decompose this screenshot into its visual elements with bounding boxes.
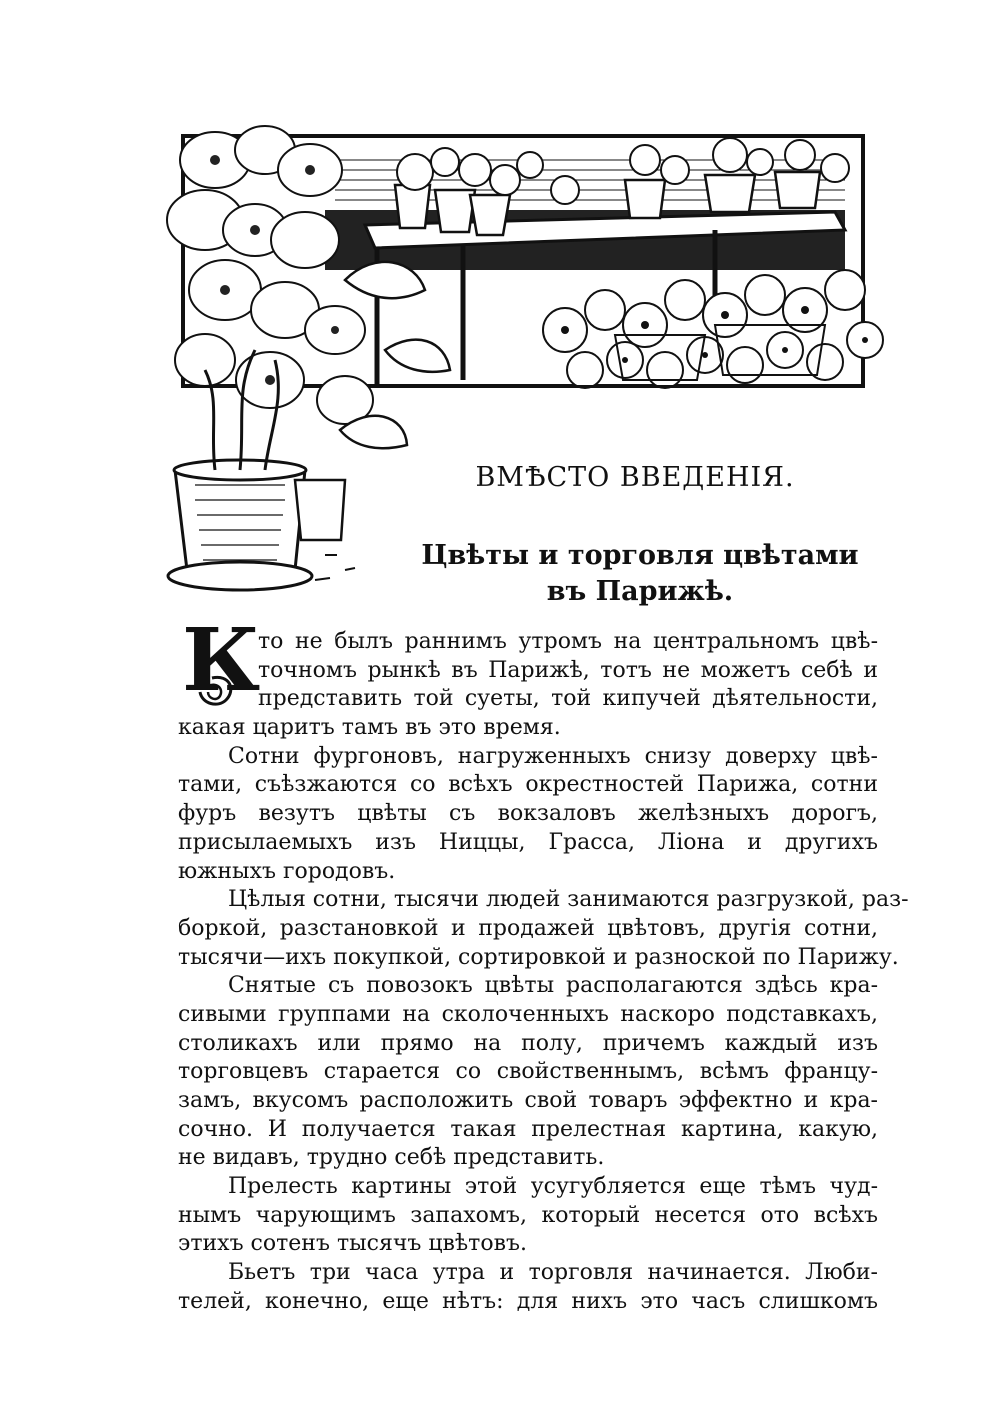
chapter-title-line-1: Цвѣты и торговля цвѣтами xyxy=(421,540,859,571)
text-line: Снятые съ повозокъ цвѣты располагаются здѣсь кра- xyxy=(228,973,878,999)
text-line: то не былъ раннимъ утромъ на центральномъ цвѣ- xyxy=(258,629,878,654)
text-line: Прелесть картины этой усугубляется еще тѣмъ чуд- xyxy=(228,1174,878,1200)
text-line: боркой, разстановкой и продажей цвѣтовъ, другія сотни, xyxy=(178,915,878,941)
chapter-title xyxy=(405,538,875,610)
text-line: тысячи—ихъ покупкой, сортировкой и разноской по Парижу. xyxy=(178,944,899,970)
text-line: этихъ сотенъ тысячъ цвѣтовъ. xyxy=(178,1231,527,1257)
text-line: какая царитъ тамъ въ это время. xyxy=(178,715,561,741)
text-line: точномъ рынкѣ въ Парижѣ, тотъ не можетъ себѣ и xyxy=(258,657,878,683)
text-line: замъ, вкусомъ расположить свой товаръ эффектно и кра- xyxy=(178,1088,878,1113)
drop-cap-letter: К xyxy=(182,610,261,711)
chapter-title-line-2: въ Парижѣ. xyxy=(546,576,734,607)
text-line: не видавъ, трудно себѣ представить. xyxy=(178,1145,605,1171)
text-line: Цѣлыя сотни, тысячи людей занимаются разгрузкой, раз- xyxy=(228,887,909,913)
body-text xyxy=(178,628,909,1317)
text-line: Бьетъ три часа утра и торговля начинается. Люби- xyxy=(228,1260,878,1286)
text-line: сивыми группами на сколоченныхъ наскоро подставкахъ, xyxy=(178,1001,878,1027)
text-line: представить той суеты, той кипучей дѣятельности, xyxy=(258,686,878,712)
text-line: торговцевъ старается со свойственнымъ, всѣмъ францу- xyxy=(178,1059,878,1085)
text-line: фуръ везутъ цвѣты съ вокзаловъ желѣзныхъ дорогъ, xyxy=(178,801,878,827)
section-title: ВМѢСТО ВВЕДЕНІЯ. xyxy=(475,462,795,493)
text-line: телей, конечно, еще нѣтъ: для нихъ это часъ слишкомъ xyxy=(178,1288,878,1314)
text-line: нымъ чарующимъ запахомъ, который несется ото всѣхъ xyxy=(178,1202,878,1228)
text-line: южныхъ городовъ. xyxy=(178,858,396,884)
text-line: тами, съѣзжаются со всѣхъ окрестностей Парижа, сотни xyxy=(178,772,878,798)
text-line: сочно. И получается такая прелестная картина, какую, xyxy=(178,1116,878,1142)
text-line: столикахъ или прямо на полу, причемъ каждый изъ xyxy=(178,1030,878,1056)
flower-market-engraving-icon xyxy=(145,100,905,600)
text-line: Сотни фургоновъ, нагруженныхъ снизу доверху цвѣ- xyxy=(228,743,878,769)
text-line: присылаемыхъ изъ Ниццы, Грасса, Ліона и другихъ xyxy=(178,829,878,855)
